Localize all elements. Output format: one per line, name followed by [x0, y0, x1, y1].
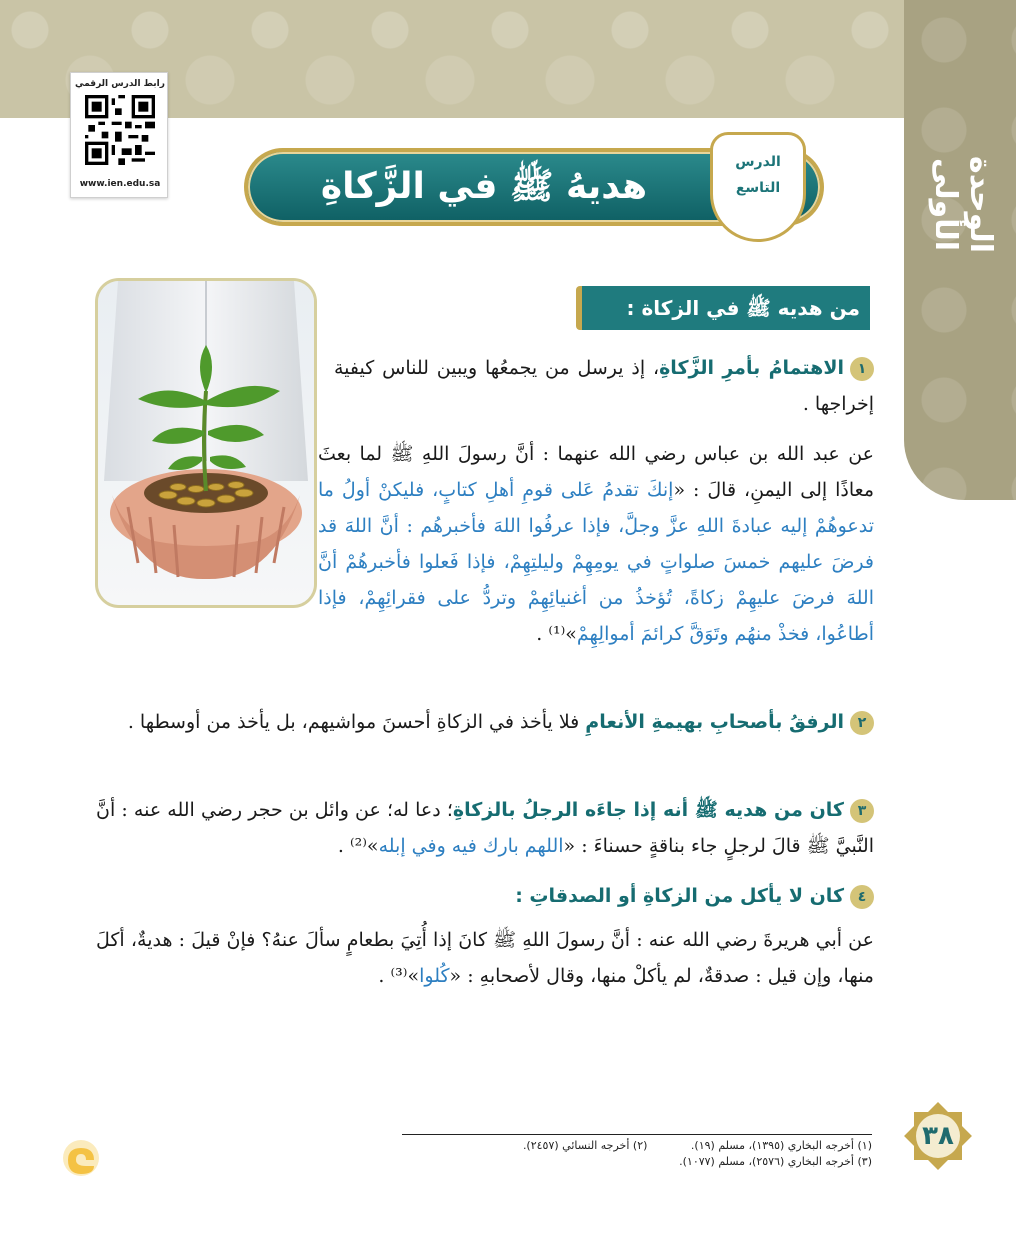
hadith-abu-hurairah [96, 922, 874, 994]
hadith-intro: عن عبد الله بن عباس رضي الله عنهما : أنَّ رسولَ اللهِ ﷺ لما بعثَ معاذًا إلى اليمنِ، قالَ : « [318, 443, 875, 501]
publisher-logo-icon [56, 1130, 106, 1180]
point-text: ، إذ يرسل من يجمعُها ويبين للناس كيفية إخراجها . [334, 357, 874, 415]
hadith-quote: كُلوا [419, 965, 450, 987]
point-3 [96, 792, 874, 864]
page-number-badge [900, 1098, 976, 1174]
badge-line2: التاسع [735, 180, 781, 196]
footnote-2: (٢) أخرجه النسائي (٢٤٥٧). [522, 1139, 648, 1152]
footnote-3: (٣) أخرجه البخاري (٢٥٧٦)، مسلم (١٠٧٧). [679, 1155, 872, 1168]
point-2 [96, 704, 874, 740]
footnote-divider [402, 1134, 872, 1135]
point-heading: الرفقُ بأصحابِ بهيمةِ الأنعامِ [585, 711, 844, 733]
unit-label: الوحدة الأولى [928, 156, 998, 254]
qr-url[interactable]: www.ien.edu.sa [79, 179, 161, 189]
point-4 [96, 878, 874, 914]
section-header [576, 286, 870, 330]
footnotes [402, 1138, 872, 1170]
point-number-badge: ٣ [850, 799, 874, 823]
hadith-outro: »⁽³⁾ . [378, 965, 420, 987]
qr-title: رابط الدرس الرقمي [75, 79, 165, 89]
lesson-badge [710, 132, 806, 242]
lesson-title: هديهُ ﷺ في الزَّكاةِ [320, 166, 648, 207]
qr-card[interactable] [70, 72, 168, 198]
footnote-row [402, 1138, 872, 1154]
point-number-badge: ٤ [850, 885, 874, 909]
page-number: ٣٨ [922, 1121, 954, 1151]
page-margin [0, 118, 40, 1252]
point-1 [334, 350, 874, 422]
hadith-outro: »⁽¹⁾ . [536, 623, 577, 645]
point-heading: كان من هديه ﷺ أنه إذا جاءَه الرجلُ بالزكاةِ [452, 799, 844, 821]
footnote-1: (١) أخرجه البخاري (١٣٩٥)، مسلم (١٩). [690, 1139, 872, 1152]
hands-plant-image [98, 281, 314, 605]
point-heading: كان لا يأكل من الزكاةِ أو الصدقاتِ : [515, 885, 844, 907]
badge-line1: الدرس [735, 154, 781, 170]
lesson-banner [244, 140, 824, 234]
point-text: ؛ دعا له؛ عن وائل بن حجر رضي الله عنه : أنَّ النَّبيَّ ﷺ قالَ لرجلٍ جاء بناقةٍ حسناءَ : « [96, 799, 874, 857]
point-heading: الاهتمامُ بأمرِ الزَّكاةِ [659, 357, 844, 379]
hadith-quote: اللهم بارك فيه وفي إبله [378, 835, 564, 857]
section-title: من هديه ﷺ في الزكاة : [626, 296, 860, 320]
hadith-intro: عن أبي هريرةَ رضي الله عنه : أنَّ رسولَ اللهِ ﷺ كانَ إذا أُتِيَ بطعامٍ سألَ عنهُ؟ فإنْ قيلَ : هديةٌ، أكلَ منها، وإن قيل : صدقةٌ، لم يأكلْ منها، وقال لأصحابهِ : « [96, 929, 874, 987]
qr-code-icon[interactable] [85, 95, 155, 165]
zakat-plant-photo [95, 278, 317, 608]
point-number-badge: ١ [850, 357, 874, 381]
hadith-outro: »⁽²⁾ . [337, 835, 379, 857]
hadith-quote: إنكَ تقدمُ عَلى قومِ أهلِ كتابٍ، فليكنْ أولُ ما تدعوهُمْ إليه عبادةَ اللهِ عزَّ وجلَّ، فإذا عرفُوا اللهَ فأخبرهُم : أنَّ اللهَ قد فرضَ عليهم خمسَ صلواتٍ في يومِهِمْ وليلتِهِمْ، فإذا فَعلوا فأخبرهُمْ أنَّ اللهَ فرضَ عليهِمْ زكاةً، تُؤخذُ من أغنيائِهِمْ وتردُّ على فقرائِهِمْ، فإذا أطاعُوا، فخذْ منهُم وتَوَقَّ كرائمَ أموالِهِمْ [318, 479, 874, 645]
point-number-badge: ٢ [850, 711, 874, 735]
hadith-ibn-abbas [318, 436, 874, 652]
point-text: فلا يأخذ في الزكاةِ أحسنَ مواشيهم، بل يأخذ من أوسطها . [127, 711, 586, 733]
